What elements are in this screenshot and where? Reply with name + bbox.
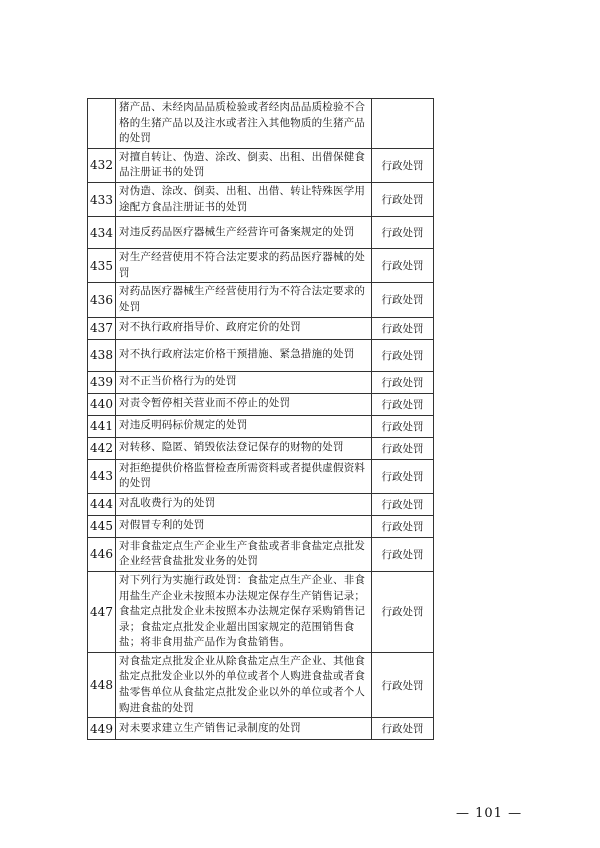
item-number: 439 [88,371,116,393]
item-type: 行政处罚 [372,317,434,339]
table-row [88,718,434,740]
item-type: 行政处罚 [372,652,434,717]
table-row [88,99,434,149]
table-row [88,217,434,249]
item-number: 446 [88,537,116,571]
table-row [88,182,434,216]
table-row [88,339,434,371]
item-number: 437 [88,317,116,339]
item-name: 对下列行为实施行政处罚：食盐定点生产企业、非食用盐生产企业未按照本办法规定保存生产销售记录；食盐定点批发企业未按照本办法规定保存采购销售记录；食盐定点批发企业超出国家规定的范围销售食盐；将非食用盐产品作为食盐销售。 [116,571,372,652]
item-name: 对乱收费行为的处罚 [116,493,372,515]
item-name: 对非食盐定点生产企业生产食盐或者非食盐定点批发企业经营食盐批发业务的处罚 [116,537,372,571]
item-number: 432 [88,148,116,182]
item-number: 438 [88,339,116,371]
item-number: 440 [88,393,116,415]
table-row [88,249,434,283]
item-number: 436 [88,283,116,317]
item-name: 对药品医疗器械生产经营使用行为不符合法定要求的处罚 [116,283,372,317]
item-name: 对违反药品医疗器械生产经营许可备案规定的处罚 [116,217,372,249]
item-name: 对生产经营使用不符合法定要求的药品医疗器械的处罚 [116,249,372,283]
item-type: 行政处罚 [372,283,434,317]
item-name: 对伪造、涂改、倒卖、出租、出借、转让特殊医学用途配方食品注册证书的处罚 [116,182,372,216]
item-type: 行政处罚 [372,515,434,537]
item-type: 行政处罚 [372,493,434,515]
table-row [88,148,434,182]
item-type: 行政处罚 [372,718,434,740]
item-type: 行政处罚 [372,339,434,371]
item-number: 443 [88,459,116,493]
item-number: 433 [88,182,116,216]
item-type: 行政处罚 [372,437,434,459]
item-number: 435 [88,249,116,283]
item-type: 行政处罚 [372,249,434,283]
penalty-table [87,98,434,740]
item-type: 行政处罚 [372,182,434,216]
table-row [88,493,434,515]
item-number: 445 [88,515,116,537]
table-row [88,371,434,393]
item-name: 对责令暂停相关营业而不停止的处罚 [116,393,372,415]
item-name: 对不执行政府指导价、政府定价的处罚 [116,317,372,339]
table-row [88,459,434,493]
item-number [88,99,116,149]
table-row [88,393,434,415]
table-row [88,652,434,717]
item-number: 444 [88,493,116,515]
item-name: 对擅自转让、伪造、涂改、倒卖、出租、出借保健食品注册证书的处罚 [116,148,372,182]
table-row [88,283,434,317]
table-row [88,571,434,652]
item-name: 对食盐定点批发企业从除食盐定点生产企业、其他食盐定点批发企业以外的单位或者个人购进食盐或者食盐零售单位从食盐定点批发企业以外的单位或者个人购进食盐的处罚 [116,652,372,717]
table-row [88,537,434,571]
item-name: 对违反明码标价规定的处罚 [116,415,372,437]
item-name: 对未要求建立生产销售记录制度的处罚 [116,718,372,740]
table-row [88,437,434,459]
item-name: 对转移、隐匿、销毁依法登记保存的财物的处罚 [116,437,372,459]
item-type [372,99,434,149]
table-body [88,99,434,740]
penalty-table-container [87,98,433,740]
item-number: 447 [88,571,116,652]
item-type: 行政处罚 [372,148,434,182]
item-number: 449 [88,718,116,740]
item-name: 对拒绝提供价格监督检查所需资料或者提供虚假资料的处罚 [116,459,372,493]
item-type: 行政处罚 [372,415,434,437]
item-type: 行政处罚 [372,217,434,249]
item-name: 对不正当价格行为的处罚 [116,371,372,393]
item-type: 行政处罚 [372,459,434,493]
table-row [88,317,434,339]
item-type: 行政处罚 [372,371,434,393]
item-name: 对不执行政府法定价格干预措施、紧急措施的处罚 [116,339,372,371]
page-number: — 101 — [456,806,523,821]
item-number: 448 [88,652,116,717]
item-number: 442 [88,437,116,459]
item-type: 行政处罚 [372,393,434,415]
item-number: 441 [88,415,116,437]
item-name: 猪产品、未经肉品品质检验或者经肉品品质检验不合格的生猪产品以及注水或者注入其他物质的生猪产品的处罚 [116,99,372,149]
item-number: 434 [88,217,116,249]
item-name: 对假冒专利的处罚 [116,515,372,537]
item-type: 行政处罚 [372,537,434,571]
item-type: 行政处罚 [372,571,434,652]
table-row [88,415,434,437]
table-row [88,515,434,537]
